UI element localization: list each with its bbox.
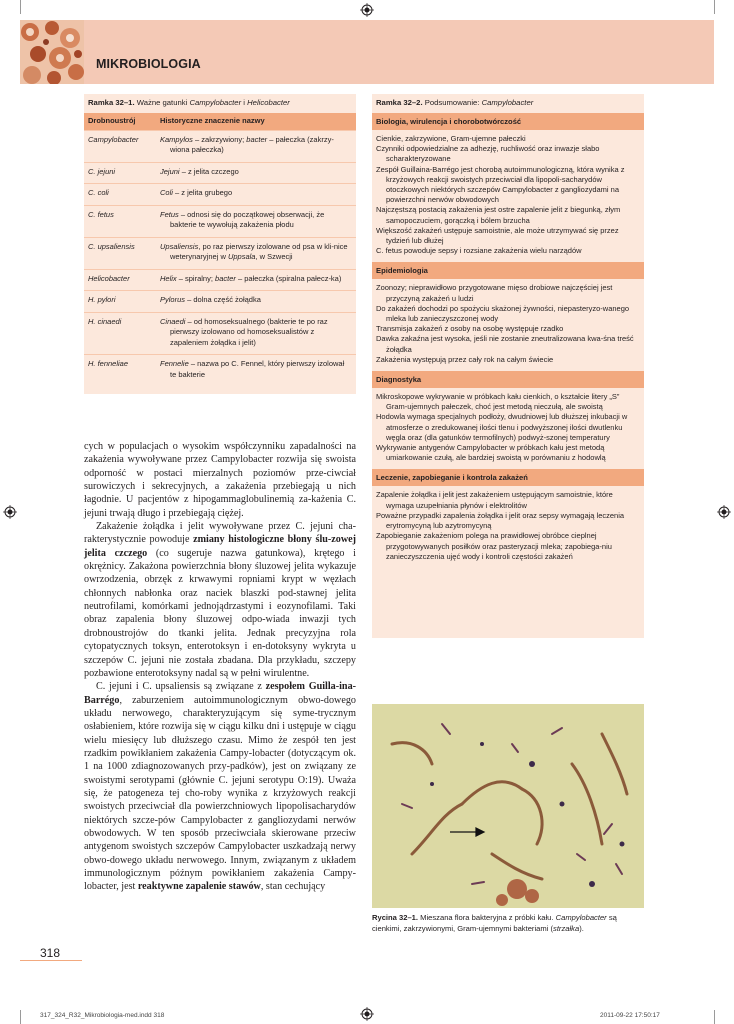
list-item: Zakażenia występują przez cały rok na całym świecie bbox=[376, 354, 554, 364]
organism-cell: H. fenneliae bbox=[84, 355, 156, 387]
trim-line-bottom-left-v bbox=[20, 1010, 21, 1024]
trim-line-bottom-right-v bbox=[714, 1010, 715, 1024]
table-row bbox=[84, 184, 356, 206]
body-paragraph: C. jejuni i C. upsaliensis są związane z zespołem Guilla-ina-Barrégo, zaburzeniem autoimmunologicznym obwo-dowego układu nerwowego, charakteryzującym się syme-trycznym osłabieniem, które rozwija się w ciągu kilku dni i ustępuje w ciągu wielu miesięcy lub dłuższego czasu. Mimo że zespół ten jest rzadkim powikłaniem zakażenia Campy-lobacter (dotyczącym ok. 1 na 1000 zdiagnozowanych przy-padków), jest on związany ze swoistymi serotypami (głównie C. jejuni serotypu O:19). Uważa się, że patogeneza tej cho-roby wynika z krzyżowych reakcji swoistych przeciwciał dla powierzchniowych lipopolisacharydów niektórych szcze-pów Campylobacter z gangliozydami nerwów obwodowych. W ten sposób przeciwciała skierowane przeciw antygenom swoistych szczepów Campylobacter uszkadzają nerwy obwo-dowego układu nerwowego. Innym, związanym z układem immunologicznym późnym powikłaniem zakażenia Campy-lobacter, jest reaktywne zapalenie stawów, stan cechujący bbox=[84, 681, 356, 893]
list-item: Najczęstszą postacią zakażenia jest ostre zapalenie jelit z biegunką, złym samopoczuciem, gorączką i bólem brzucha bbox=[376, 205, 621, 225]
section-heading: Epidemiologia bbox=[372, 262, 644, 279]
figure-caption: Rycina 32–1. Mieszana flora bakteryjna z próbki kału. Campylobacter są cienkimi, zakrzywionymi, Gram-ujemnymi bakteriami (strzałka). bbox=[372, 913, 617, 933]
organism-cell: H. cinaedi bbox=[84, 312, 156, 355]
table-row bbox=[84, 291, 356, 313]
list-item: Cienkie, zakrzywione, Gram-ujemne pałeczki bbox=[376, 134, 526, 143]
section-heading: Biologia, wirulencja i chorobotwórczość bbox=[372, 113, 644, 130]
registration-mark-icon bbox=[360, 3, 374, 17]
list-item: Zapobieganie zakażeniom polega na prawidłowej obróbce cieplnej przygotowywanych posiłków oraz pasteryzacji mleka; zapobiega-niu zanieczyszczenia ujęć wody i kontroli częstości zakażeń bbox=[376, 531, 612, 561]
organism-cell: C. coli bbox=[84, 184, 156, 206]
organism-cell: C. jejuni bbox=[84, 162, 156, 184]
body-paragraph: Zakażenie żołądka i jelit wywoływane przez C. jejuni cha-rakterystycznie powoduje zmiany histologiczne błony ślu-zowej jelita czczego (co sugeruje nazwa gatunkowa), krętego i okrężnicy. Zakażona powierzchnia błony śluzowej jelita wykazuje owrzodzenia, obrzęk z krwawymi ropniami krypt w węzłach chłonnych nabłonka oraz naciek blaszki pod-stawnej jelita neutrofilami, komórkami jednojądrzastymi i eozynofilami. Taki obraz zapalenia błony śluzowej odpo-wiada inwazji tych drobnoustrojów do tkanki jelita. Jednak precyzyjna rola cytopatycznych toksyn, enterotoksyn i en-dotoksyny wykryta u szczepów C. jejuni nie została zbadana. Dla przykładu, szczepy pozbawione enterotoksyny nadal są w pełni wirulentne. bbox=[84, 521, 357, 679]
organism-cell: C. fetus bbox=[84, 205, 156, 237]
organism-cell: Helicobacter bbox=[84, 269, 156, 291]
registration-mark-icon bbox=[717, 505, 731, 519]
species-table bbox=[84, 113, 356, 386]
section-body bbox=[372, 130, 644, 262]
table-row bbox=[84, 312, 356, 355]
registration-mark-icon bbox=[3, 505, 17, 519]
list-item: Poważne przypadki zapalenia żołądka i jelit oraz sepsy wymagają leczenia erytromycyną lub azytromycyną bbox=[376, 510, 625, 531]
summary-sections bbox=[372, 113, 644, 568]
meaning-cell: Kampylos – zakrzywiony; bacter – pałeczka (zakrzy-wiona pałeczka) bbox=[156, 130, 356, 162]
list-item: Do zakażeń dochodzi po spożyciu skażonej żywności, niepasteryzo-wanego mleka lub zanieczyszczonej wody bbox=[376, 303, 630, 324]
table-row bbox=[84, 269, 356, 291]
list-item: Mikroskopowe wykrywanie w próbkach kału cienkich, o kształcie litery „S” Gram-ujemnych pałeczek, choć jest metodą nieczułą, ale swoistą bbox=[376, 392, 620, 412]
list-item: Hodowla wymaga specjalnych podłoży, dwudniowej lub dłuższej inkubacji w atmosferze o zredukowanej ilości tlenu i podwyższonej ilości dwutlenku węgla oraz (dla gatunków termofilnych) podwyż-szonej temperatury bbox=[376, 412, 628, 442]
section-heading: Diagnostyka bbox=[372, 371, 644, 388]
section-body bbox=[372, 388, 644, 469]
meaning-cell: Coli – z jelita grubego bbox=[156, 184, 356, 206]
table-row bbox=[84, 205, 356, 237]
list-item: Wykrywanie antygenów Campylobacter w próbkach kału jest metodą umiarkowanie czułą, ale bardziej swoistą w porównaniu z hodowlą bbox=[376, 443, 606, 463]
page-number-rule bbox=[20, 960, 82, 961]
meaning-cell: Upsaliensis, po raz pierwszy izolowane od psa w kli-nice weterynaryjnej w Uppsala, w Szwecji bbox=[156, 237, 356, 269]
meaning-cell: Fetus – odnosi się do początkowej obserwacji, że bakterie te wywołują zakażenia płodu bbox=[156, 205, 356, 237]
table-row bbox=[84, 355, 356, 387]
list-item: Zoonozy; nieprawidłowo przygotowane mięso drobiowe najczęściej jest przyczyną zakażeń u ludzi bbox=[376, 283, 613, 303]
meaning-cell: Pylorus – dolna część żołądka bbox=[156, 291, 356, 313]
meaning-cell: Helix – spiralny; bacter – pałeczka (spiralna pałecz-ka) bbox=[156, 269, 356, 291]
box-title: Ramka 32–1. Ważne gatunki Campylobacter i Helicobacter bbox=[88, 98, 290, 107]
summary-box bbox=[372, 94, 644, 638]
meaning-cell: Fennelie – nazwa po C. Fennel, który pierwszy izolował te bakterie bbox=[156, 355, 356, 387]
footer-filename: 317_324_R32_Mikrobiologia-med.indd 318 bbox=[40, 1012, 165, 1019]
micrograph-image bbox=[372, 704, 644, 908]
section-body bbox=[372, 279, 644, 371]
list-item: Większość zakażeń ustępuje samoistnie, ale może utrzymywać się przez tydzień lub dłużej bbox=[376, 225, 619, 246]
trim-line-top-left-v bbox=[20, 0, 21, 14]
table-row bbox=[84, 162, 356, 184]
registration-mark-icon bbox=[360, 1007, 374, 1021]
organism-cell: C. upsaliensis bbox=[84, 237, 156, 269]
chapter-title: MIKROBIOLOGIA bbox=[96, 57, 201, 71]
species-names-box bbox=[84, 94, 356, 394]
page-number: 318 bbox=[40, 946, 61, 960]
list-item: Zespół Guillaina-Barrégo jest chorobą autoimmunologiczną, która wynika z krzyżowych reakcji swoistych przeciwciał dla lipopoli-sacharydów otoczkowych niektórych szczepów Campylobacter z gangliozydami na powierzchni nerwów obwodowych bbox=[376, 164, 625, 205]
organism-cell: H. pylori bbox=[84, 291, 156, 313]
meaning-cell: Cinaedi – od homoseksualnego (bakterie te po raz pierwszy izolowano od homoseksualistów z zapaleniem żołądka i jelit) bbox=[156, 312, 356, 355]
bacteria-thumbnail-image bbox=[20, 20, 84, 84]
list-item: Zapalenie żołądka i jelit jest zakażeniem ustępującym samoistnie, które wymaga uzupełniania płynów i elektrolitów bbox=[376, 490, 613, 510]
list-item: Transmisja zakażeń z osoby na osobę występuje rzadko bbox=[376, 324, 564, 334]
list-item: C. fetus powoduje sepsy i rozsiane zakażenia wielu narządów bbox=[376, 246, 582, 256]
body-text-column bbox=[84, 440, 356, 894]
table-header-meaning: Historyczne znaczenie nazwy bbox=[156, 113, 356, 130]
meaning-cell: Jejuni – z jelita czczego bbox=[156, 162, 356, 184]
table-row bbox=[84, 130, 356, 162]
trim-line-top-right-v bbox=[714, 0, 715, 14]
section-body bbox=[372, 486, 644, 567]
body-paragraph: cych w populacjach o wysokim współczynniku zapadalności na zakażenia wywoływane przez Campylobacter rozwija się swoista odporność w postaci mierzalnych poziomów prze-ciwciał surowiczych i sekrecyjnych, a zakażenia przebiegają u nich łagodnie. U pacjentów z hipogammaglobulinemią za-każenia C. jejuni trwają długo i przebiegają ciężej. bbox=[84, 441, 356, 519]
footer-timestamp: 2011-09-22 17:50:17 bbox=[600, 1012, 660, 1019]
section-heading: Leczenie, zapobieganie i kontrola zakażeń bbox=[372, 469, 644, 486]
list-item: Czynniki odpowiedzialne za adhezję, ruchliwość oraz inwazje słabo scharakteryzowane bbox=[376, 144, 600, 164]
table-row bbox=[84, 237, 356, 269]
chapter-header-band bbox=[20, 20, 714, 84]
box-title: Ramka 32–2. Podsumowanie: Campylobacter bbox=[376, 98, 534, 107]
table-header-organism: Drobnoustrój bbox=[84, 113, 156, 130]
list-item: Dawka zakaźna jest wysoka, jeśli nie zostanie zneutralizowana kwa-śna treść żołądka bbox=[376, 334, 634, 354]
organism-cell: Campylobacter bbox=[84, 130, 156, 162]
